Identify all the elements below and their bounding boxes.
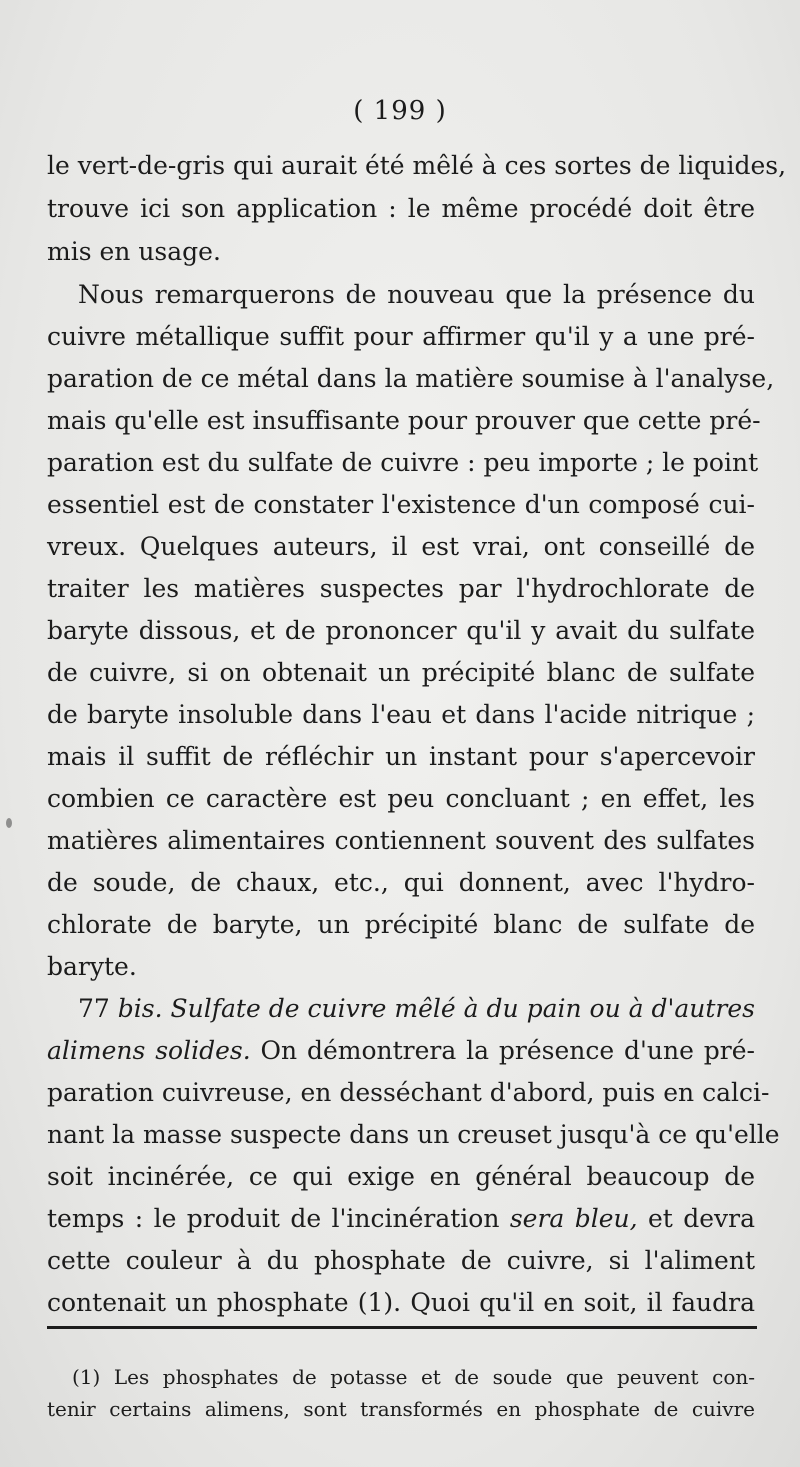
text-line: nant la masse suspecte dans un creuset jusqu'à ce qu'elle xyxy=(47,1120,780,1149)
section-bis: bis. xyxy=(117,994,163,1023)
emphasis: sera bleu, xyxy=(509,1204,638,1233)
text-line: de cuivre, si on obtenait un précipité blanc de sulfate xyxy=(47,658,755,687)
text-line xyxy=(47,1199,755,1239)
text-line: matières alimentaires contiennent souvent des sulfates xyxy=(47,826,755,855)
text-line: Nous remarquerons de nouveau que la présence du xyxy=(78,280,755,309)
text-run: temps : le produit de l'incinération xyxy=(47,1204,500,1233)
text-line: chlorate de baryte, un précipité blanc de sulfate de xyxy=(47,910,755,939)
text-line: paration est du sulfate de cuivre : peu importe ; le point xyxy=(47,448,759,477)
section-title-end: alimens solides. xyxy=(47,1036,251,1065)
footnote-rule xyxy=(47,1326,757,1329)
text-line: vreux. Quelques auteurs, il est vrai, ont conseillé de xyxy=(47,532,755,561)
text-line: mais qu'elle est insuffisante pour prouver que cette pré- xyxy=(47,406,761,435)
page-number: ( 199 ) xyxy=(353,96,447,126)
text-line: essentiel est de constater l'existence d'un composé cui- xyxy=(47,490,755,519)
text-line xyxy=(47,1031,755,1071)
text-line: de baryte insoluble dans l'eau et dans l'acide nitrique ; xyxy=(47,700,755,729)
ink-smudge xyxy=(6,818,12,828)
text-line: baryte. xyxy=(47,952,137,981)
text-line: traiter les matières suspectes par l'hydrochlorate de xyxy=(47,574,755,603)
text-line: paration cuivreuse, en desséchant d'abord, puis en calci- xyxy=(47,1078,770,1107)
text-run: et devra xyxy=(647,1204,755,1233)
section-number: 77 xyxy=(78,994,110,1023)
text-line: combien ce caractère est peu concluant ; en effet, les xyxy=(47,784,755,813)
footnote-line: (1) Les phosphates de potasse et de soude que peuvent con- xyxy=(72,1365,755,1389)
text-line: mis en usage. xyxy=(47,237,221,266)
text-line: paration de ce métal dans la matière soumise à l'analyse, xyxy=(47,364,775,393)
text-line: soit incinérée, ce qui exige en général beaucoup de xyxy=(47,1162,755,1191)
text-run: On démontrera la présence d'une pré- xyxy=(260,1036,755,1065)
text-line: de soude, de chaux, etc., qui donnent, avec l'hydro- xyxy=(47,868,755,897)
footnote-line: tenir certains alimens, sont transformés en phosphate de cuivre xyxy=(47,1397,755,1421)
text-line: baryte dissous, et de prononcer qu'il y avait du sulfate xyxy=(47,616,755,645)
text-line: trouve ici son application : le même procédé doit être xyxy=(47,194,755,223)
text-line: cuivre métallique suffit pour affirmer qu'il y a une pré- xyxy=(47,322,755,351)
text-line: mais il suffit de réfléchir un instant pour s'apercevoir xyxy=(47,742,755,771)
text-line: cette couleur à du phosphate de cuivre, si l'aliment xyxy=(47,1246,755,1275)
section-heading xyxy=(78,989,755,1029)
section-title: Sulfate de cuivre mêlé à du pain ou à d'autres xyxy=(170,994,756,1023)
text-line: contenait un phosphate (1). Quoi qu'il en soit, il faudra xyxy=(47,1288,755,1317)
text-line: le vert-de-gris qui aurait été mêlé à ces sortes de liquides, xyxy=(47,151,787,180)
